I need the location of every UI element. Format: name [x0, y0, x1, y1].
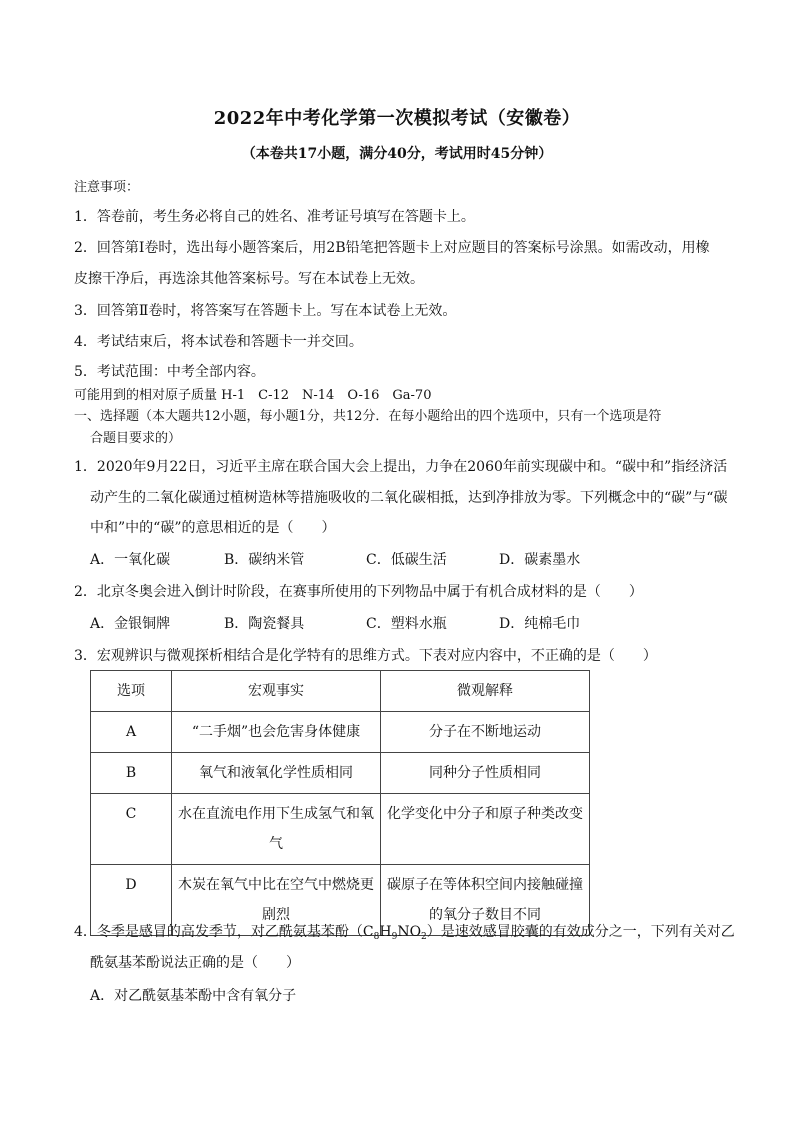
q1-line-1: 1．2020年9月22日，习近平主席在联合国大会上提出，力争在2060年前实现碳中和。“碳中和”指经济活 — [74, 459, 728, 475]
notice-item-1: 1．答卷前，考生务必将自己的姓名、准考证号填写在答题卡上。 — [74, 209, 475, 225]
q3-stem: 3．宏观辨识与微观探析相结合是化学特有的思维方式。下表对应内容中，不正确的是（ ） — [74, 648, 657, 664]
formula-h-count: 9 — [391, 932, 398, 942]
table-cell-option: D — [91, 865, 172, 936]
notice-heading: 注意事项： — [74, 180, 140, 195]
formula-c-count: 8 — [373, 932, 380, 942]
table-cell-explain: 分子在不断地运动 — [381, 712, 590, 753]
section1-heading-cont: 合题目要求的） — [90, 431, 182, 446]
formula-o-count: 2 — [421, 932, 427, 942]
table-cell-fact-line1: 木炭在氧气中比在空气中燃烧更 — [178, 877, 374, 893]
table-cell-explain-line2: 的氧分子数目不同 — [429, 907, 541, 923]
q1-option-a: A．一氧化碳 — [90, 552, 171, 568]
q3-table — [90, 670, 590, 936]
table-header-option: 选项 — [91, 671, 172, 712]
q1-line-2: 动产生的二氧化碳通过植树造林等措施吸收的二氧化碳相抵，达到净排放为零。下列概念中的“碳”与“碳 — [90, 490, 728, 506]
q1-option-c: C．低碳生活 — [366, 552, 447, 568]
q4-stem-pre: 4．冬季是感冒的高发季节，对乙酰氨基苯酚（C — [74, 924, 374, 940]
table-header-row — [91, 671, 590, 712]
table-cell-fact: “二手烟”也会危害身体健康 — [172, 712, 381, 753]
formula-h: H — [379, 924, 392, 940]
table-cell-fact: 氧气和液氧化学性质相同 — [172, 753, 381, 794]
q2-option-c: C．塑料水瓶 — [366, 616, 447, 632]
q1-option-b: B．碳纳米管 — [224, 552, 305, 568]
table-cell-fact-line2: 剧烈 — [262, 907, 290, 923]
table-cell-explain: 化学变化中分子和原子种类改变 — [381, 794, 590, 865]
exam-subtitle: （本卷共17小题，满分40分，考试用时45分钟） — [241, 146, 553, 162]
q4-stem-post: ）是速效感冒胶囊的有效成分之一，下列有关对乙 — [426, 924, 735, 940]
table-header-fact: 宏观事实 — [172, 671, 381, 712]
exam-title: 2022年中考化学第一次模拟考试（安徽卷） — [213, 108, 581, 129]
notice-item-2: 2．回答第Ⅰ卷时，选出每小题答案后，用2B铅笔把答题卡上对应题目的答案标号涂黑。如需改动，用橡 — [74, 240, 710, 256]
q2-options — [90, 613, 580, 633]
q2-option-d: D．纯棉毛巾 — [499, 616, 581, 632]
q2-stem: 2．北京冬奥会进入倒计时阶段，在赛事所使用的下列物品中属于有机合成材料的是（ ） — [74, 584, 643, 600]
table-cell-option: A — [91, 712, 172, 753]
notice-item-4: 4．考试结束后，将本试卷和答题卡一并交回。 — [74, 334, 363, 350]
table-cell-fact-line1: 水在直流电作用下生成氢气和氧 — [178, 806, 374, 822]
table-cell-explain-line1: 碳原子在等体积空间内接触碰撞 — [387, 877, 583, 893]
notice-item-3: 3．回答第Ⅱ卷时，将答案写在答题卡上。写在本试卷上无效。 — [74, 303, 457, 319]
table-header-explain: 微观解释 — [381, 671, 590, 712]
table-row — [91, 753, 590, 794]
section1-heading: 一、选择题（本大题共12小题，每小题1分，共12分．在每小题给出的四个选项中，只有一个选项是符 — [74, 409, 662, 424]
atomic-mass-line: 可能用到的相对原子质量 H-1 C-12 N-14 O-16 Ga-70 — [74, 388, 432, 403]
q1-option-d: D．碳素墨水 — [499, 552, 581, 568]
table-row — [91, 794, 590, 865]
q1-options — [90, 549, 580, 569]
q2-option-b: B．陶瓷餐具 — [224, 616, 305, 632]
table-cell-explain: 同种分子性质相同 — [381, 753, 590, 794]
notice-item-5: 5．考试范围：中考全部内容。 — [74, 364, 265, 380]
table-cell-fact-line2: 气 — [269, 836, 283, 852]
q1-line-3: 中和”中的“碳”的意思相近的是（ ） — [90, 520, 336, 536]
q2-option-a: A．金银铜牌 — [90, 616, 171, 632]
table-cell-option: C — [91, 794, 172, 865]
table-row — [91, 712, 590, 753]
table-cell-option: B — [91, 753, 172, 794]
formula-no: NO — [397, 924, 422, 940]
q4-stem — [74, 921, 735, 942]
table-cell-fact — [172, 794, 381, 865]
notice-item-2-cont: 皮擦干净后，再选涂其他答案标号。写在本试卷上无效。 — [74, 271, 424, 287]
q4-line-2: 酰氨基苯酚说法正确的是（ ） — [90, 955, 300, 971]
q4-option-a: A．对乙酰氨基苯酚中含有氧分子 — [90, 988, 297, 1004]
